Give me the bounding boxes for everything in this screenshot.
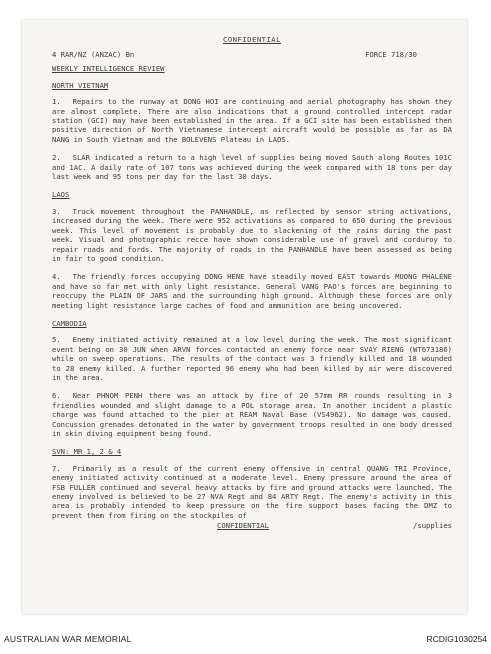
archive-institution: AUSTRALIAN WAR MEMORIAL <box>4 634 132 644</box>
section-heading: LAOS <box>52 190 70 200</box>
paragraph <box>52 464 452 520</box>
paragraph <box>52 153 452 181</box>
paragraph-number: 5. <box>52 335 61 345</box>
paragraph-number: 3. <box>52 206 61 216</box>
paragraph-text: Truck movement throughout the PANHANDLE, as reflected by sensor string activations, increased during the week. There were 952 activations as compared to 650 during the previous week. This level of movement is probably due to slackening of the rains during the past week. Visual and photographic recce have shown considerable use of gravel and corduroy to repair roads and fords. The majority of roads in the PANHANDLE have been assessed as being in fair to good condition. <box>52 206 452 263</box>
paragraph <box>52 207 452 263</box>
paragraph-number: 4. <box>52 272 61 282</box>
section-heading: CAMBODIA <box>52 318 87 328</box>
section-svn <box>52 447 452 520</box>
paragraph-text: SLAR indicated a return to a high level of supplies being moved South along Routes 101C and 1AC. A daily rate of 107 tons was achieved during the week compared with 18 tons per day last week and 95 tons per day for the last 30 days. <box>52 153 452 182</box>
paragraph-text: The friendly forces occupying DONG HENE have steadily moved EAST towards MUONG PHALENE and have so far met with only light resistance. General VANG PAO's forces are beginning to reoccupy the PLAIN OF JARS and the surrounding high ground. Although these forces are only meeting light resistance large caches of food and ammunition are being uncovered. <box>52 272 452 310</box>
document-title: WEEKLY INTELLIGENCE REVIEW <box>52 64 165 74</box>
header-line <box>52 50 452 60</box>
paragraph <box>52 335 452 382</box>
paragraph-number: 1. <box>52 97 61 107</box>
section-heading: NORTH VIETNAM <box>52 80 109 90</box>
section-cambodia <box>52 319 452 438</box>
file-reference: FORCE 718/30 <box>365 50 417 60</box>
classification-top: CONFIDENTIAL <box>223 35 281 44</box>
paragraph-number: 6. <box>52 391 61 401</box>
paragraph-text: Enemy initiated activity remained at a low level during the week. The most significant event being on 30 JUN when ARVN forces contacted an enemy force near SVAY RIENG (WT673186) while on sweep operations. The results of the contact was 3 friendly killed and 18 wounded to 28 enemy killed. A further reported 96 enemy who had been killed by air were discovered in the area. <box>52 335 452 382</box>
continuation-word: /supplies <box>413 521 452 531</box>
paragraph-number: 2. <box>52 153 61 163</box>
section-north-vietnam <box>52 81 452 182</box>
paragraph-text: Near PHNOM PENH there was an attack by fire of 20 57mm RR rounds resulting in 3 friendlies wounded and slight damage to a POL storage area. In another incident a plastic charge was found attached to the pier at REAM Naval Base (VS4962). No damage was caused. Concussion grenades detonated in the water by government troops resulted in one body dressed in skin diving equipment being found. <box>52 391 452 438</box>
paragraph-number: 7. <box>52 463 61 473</box>
section-heading: SVN: MR 1, 2 & 4 <box>52 447 122 457</box>
paragraph <box>52 97 452 144</box>
paragraph-text: Repairs to the runway at DONG HOI are continuing and aerial photography has shown they are almost complete. There are also indications that a ground controlled intercept radar station (GCI) may have been established in the area. If a GCI site has been established then positive direction of North Vietnamese intercept aircraft would be possible as far as DA NANG in South Vietnam and the BOLEVENS Plateau in LAOS. <box>52 97 452 144</box>
archive-reference: RCDIG1030254 <box>426 634 487 644</box>
paragraph <box>52 391 452 438</box>
classification-bottom: CONFIDENTIAL <box>217 521 269 531</box>
section-laos <box>52 190 452 309</box>
page-footer <box>52 521 452 531</box>
paragraph <box>52 272 452 310</box>
document-body <box>52 35 452 531</box>
unit-reference: 4 RAR/NZ (ANZAC) Bn <box>52 50 135 60</box>
document-page <box>22 20 467 614</box>
archive-caption-bar <box>0 620 491 654</box>
paragraph-text: Primarily as a result of the current enemy offensive in central QUANG TRI Province, enemy initiated activity continued at a moderate level. Enemy pressure around the area of FSB FULLER continued and several heavy attacks by fire and ground attacks were launched. The enemy involved is believed to be 27 NVA Regt and 84 ARTY Regt. The enemy's activity in this area is probably intended to keep pressure on the fire support bases facing the DMZ to prevent them from firing on the stockpiles of <box>52 463 452 520</box>
